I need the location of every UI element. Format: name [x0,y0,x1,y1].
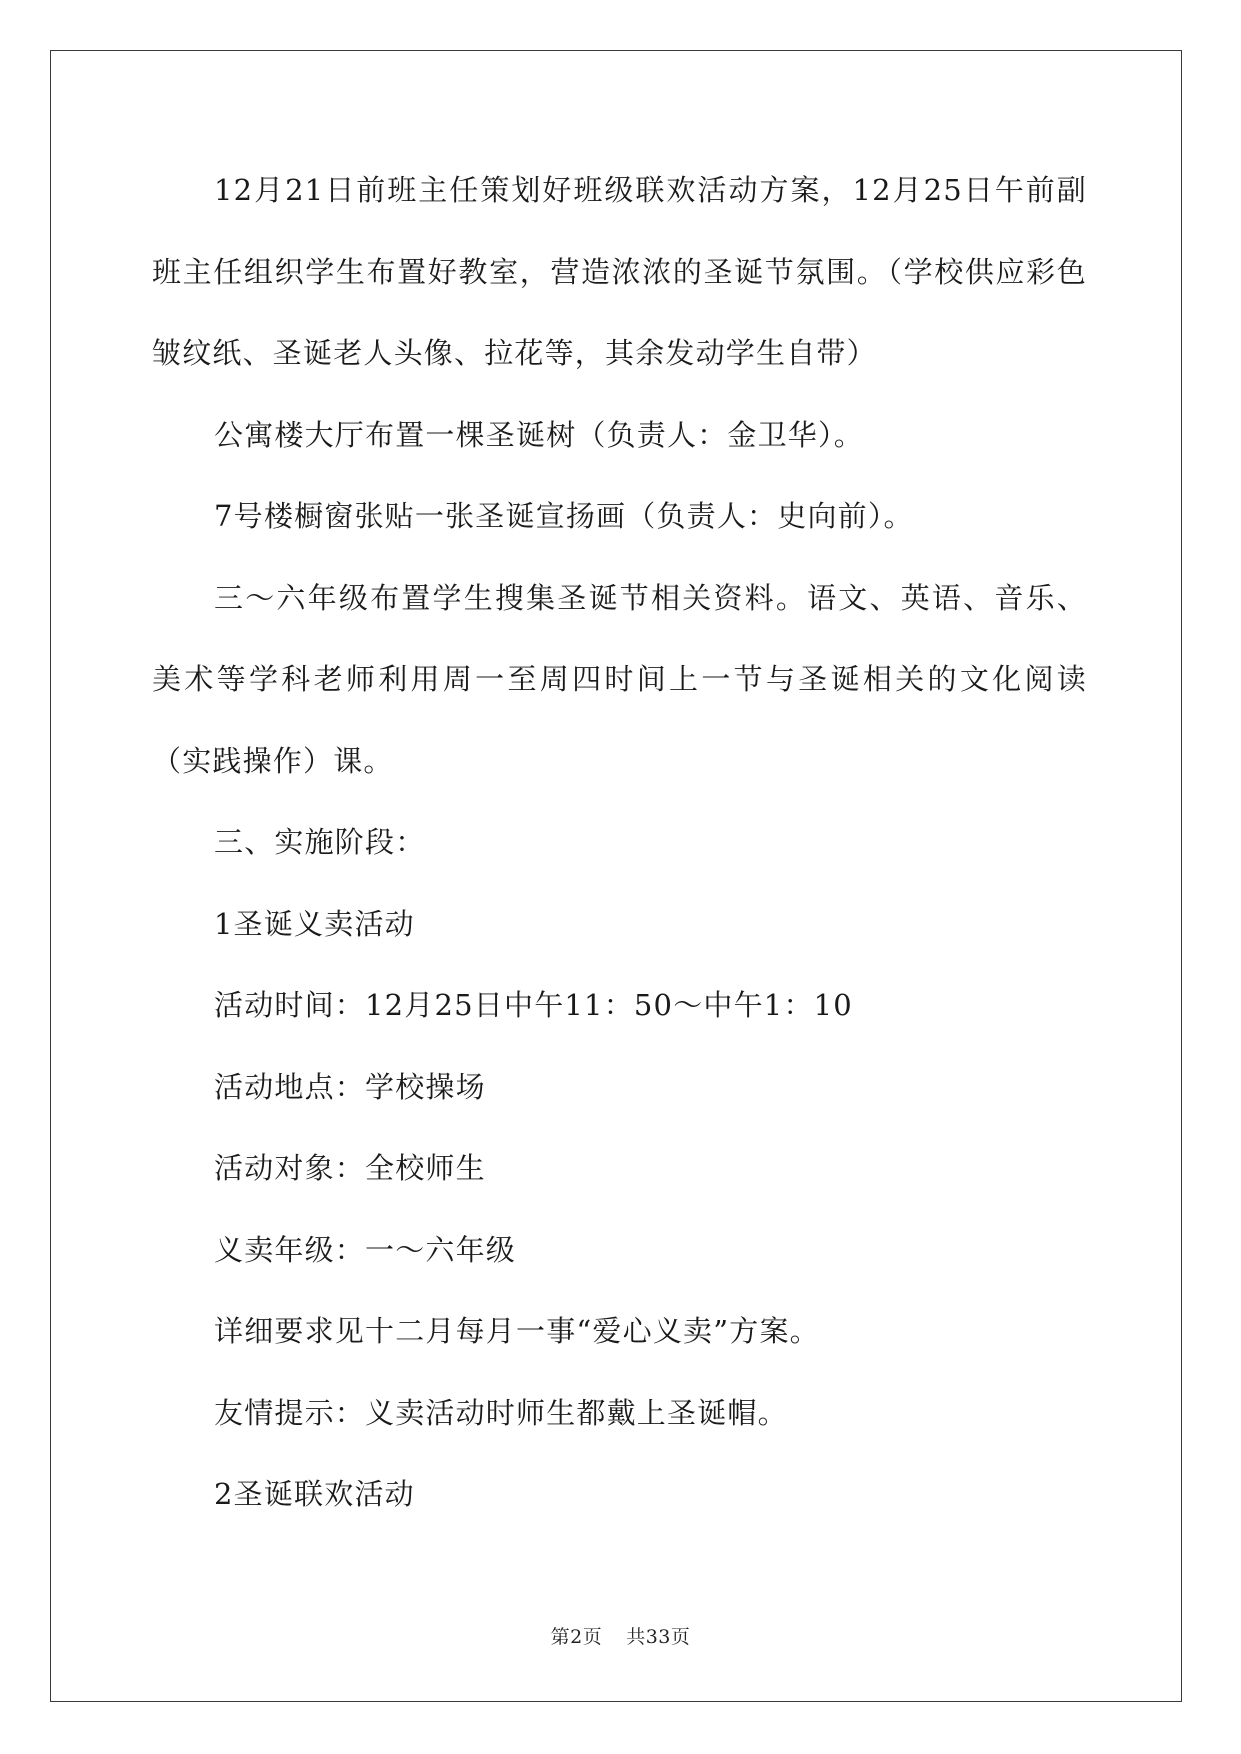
paragraph-christmas-tree: 公寓楼大厅布置一棵圣诞树（负责人：金卫华）。 [214,417,864,452]
paragraph-collect-materials: 三～六年级布置学生搜集圣诞节相关资料。语文、英语、音乐、美术等学科老师利用周一至周四时间上一节与圣诞相关的文化阅读（实践操作）课。 [152,580,1087,778]
paragraph-activity-location: 活动地点：学校操场 [214,1069,486,1104]
page-total: 共33页 [626,1626,691,1648]
document-body [152,150,1087,1536]
subheading-christmas-party: 2圣诞联欢活动 [214,1477,415,1511]
paragraph-sale-grades: 义卖年级：一～六年级 [214,1232,517,1267]
page-number: 第2页 [550,1626,603,1648]
paragraph-detailed-requirements: 详细要求见十二月每月一事“爱心义卖”方案。 [214,1314,820,1348]
paragraph-friendly-reminder: 友情提示：义卖活动时师生都戴上圣诞帽。 [214,1395,788,1430]
section-heading-implementation: 三、实施阶段： [214,825,426,859]
paragraph-poster: 7号楼橱窗张贴一张圣诞宣扬画（负责人：史向前）。 [214,499,914,533]
subheading-charity-sale: 1圣诞义卖活动 [214,906,415,941]
paragraph-activity-audience: 活动对象：全校师生 [214,1151,486,1185]
paragraph-class-party-plan: 12月21日前班主任策划好班级联欢活动方案，12月25日午前副班主任组织学生布置好教室，营造浓浓的圣诞节氛围。（学校供应彩色皱纹纸、圣诞老人头像、拉花等，其余发动学生自带） [152,173,1087,370]
page-footer [0,1622,1241,1649]
paragraph-activity-time: 活动时间：12月25日中午11：50～中午1：10 [214,988,853,1022]
